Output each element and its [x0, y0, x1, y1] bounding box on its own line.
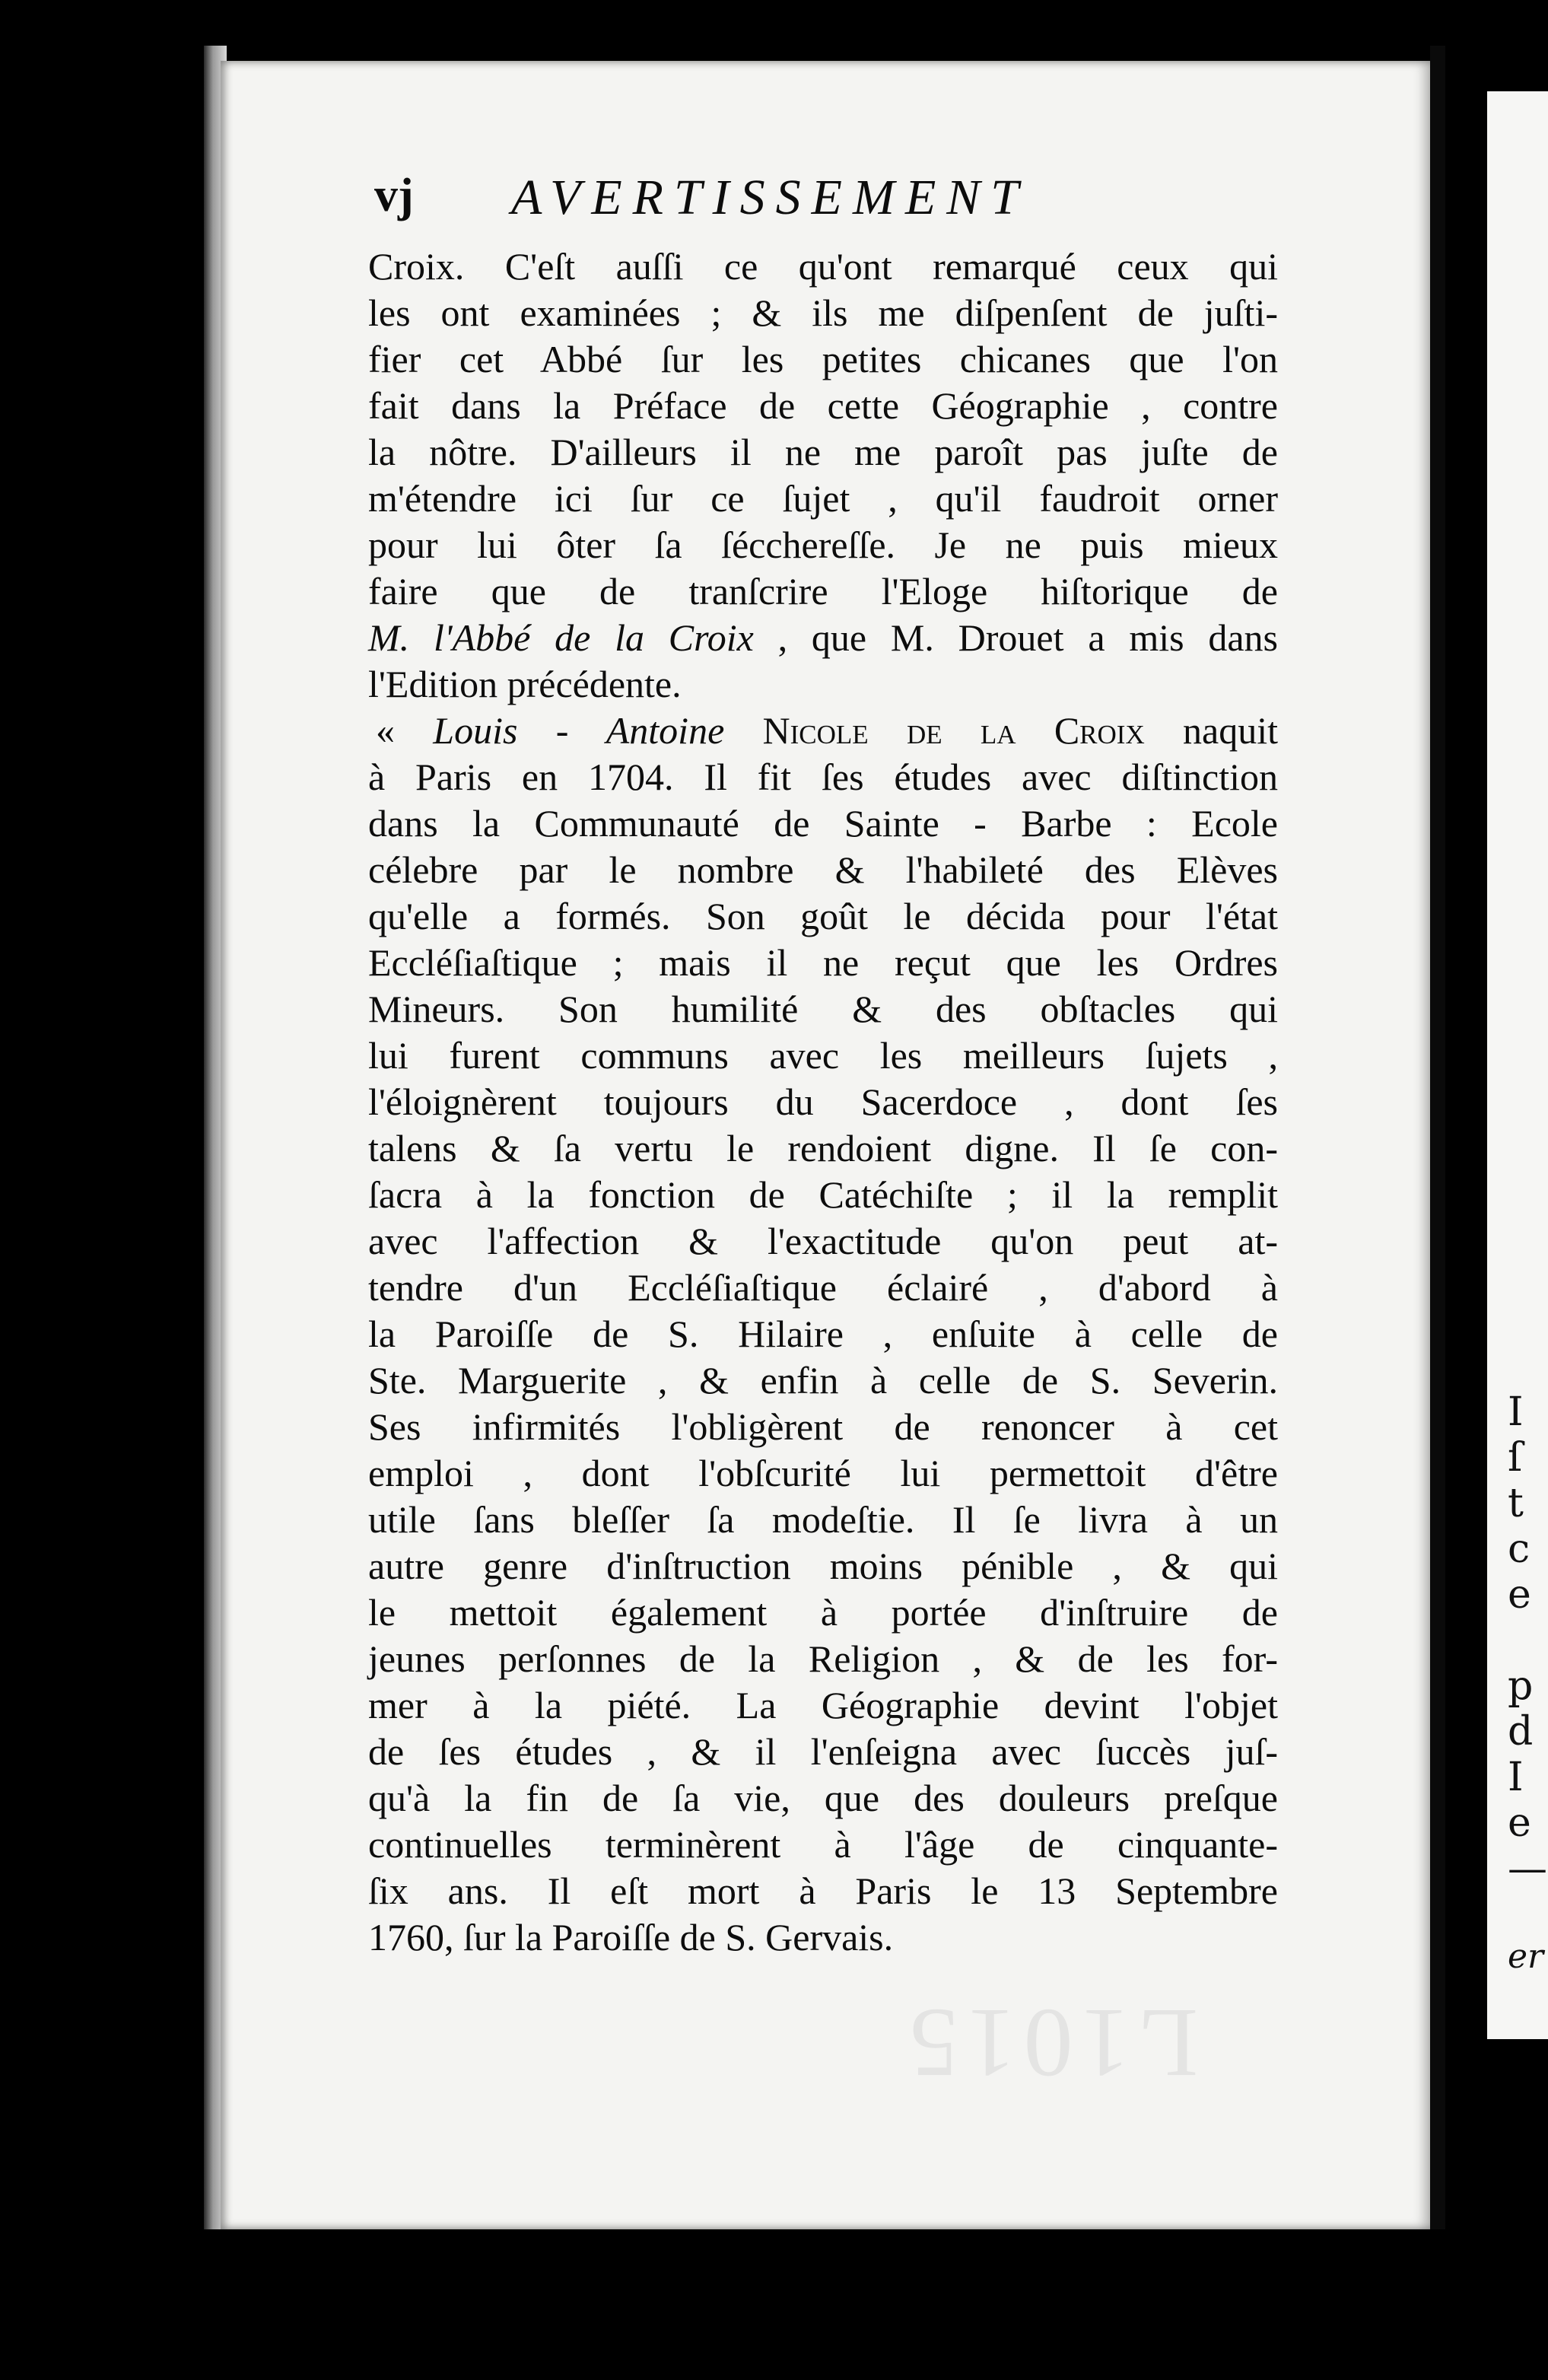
- facing-page-glyph: —: [1508, 1846, 1547, 1892]
- text-line: pour lui ôter ſa ſécchereſſe. Je ne puis mieux: [368, 523, 1278, 566]
- facing-page-glyph: e: [1508, 1800, 1531, 1846]
- text-segment: naquit: [1144, 709, 1279, 752]
- facing-page-glyph: d: [1508, 1709, 1534, 1755]
- text-line: utile ſans bleſſer ſa modeſtie. Il ſe livra à un: [368, 1498, 1278, 1541]
- text-line: tendre d'un Eccléſiaſtique éclairé , d'abord à: [368, 1266, 1278, 1309]
- text-line: emploi , dont l'obſcurité lui permettoit d'être: [368, 1452, 1278, 1494]
- text-line: célebre par le nombre & l'habileté des Elèves: [368, 848, 1278, 891]
- page-number: vj: [374, 170, 414, 221]
- text-line: qu'à la fin de ſa vie, que des douleurs preſque: [368, 1777, 1278, 1819]
- text-line: à Paris en 1704. Il fit ſes études avec diſtinction: [368, 756, 1278, 798]
- text-line: lui furent communs avec les meilleurs ſujets ,: [368, 1034, 1278, 1077]
- text-line: Eccléſiaſtique ; mais il ne reçut que les Ordres: [368, 941, 1278, 984]
- show-through-stamp: L1015: [901, 1988, 1198, 2098]
- italic-name: M. l'Abbé de la Croix: [368, 616, 754, 659]
- text-line: ſacra à la fonction de Catéchiſte ; il la remplit: [368, 1173, 1278, 1216]
- text-line: avec l'affection & l'exactitude qu'on peut at-: [368, 1220, 1278, 1262]
- text-line: l'éloignèrent toujours du Sacerdoce , dont ſes: [368, 1080, 1278, 1123]
- facing-page-glyph: ſ: [1508, 1435, 1523, 1481]
- text-line: l'Edition précédente.: [368, 663, 682, 705]
- text-line: dans la Communauté de Sainte - Barbe : Ecole: [368, 802, 1278, 845]
- text-line: la nôtre. D'ailleurs il ne me paroît pas juſte de: [368, 431, 1278, 473]
- text-line: qu'elle a formés. Son goût le décida pour l'état: [368, 895, 1278, 937]
- open-quote: «: [376, 709, 434, 752]
- running-title: AVERTISSEMENT: [511, 170, 1029, 225]
- facing-page-glyph: t: [1508, 1481, 1524, 1526]
- text-line: Mineurs. Son humilité & des obſtacles qui: [368, 988, 1278, 1030]
- text-line-mixed: [368, 615, 1278, 661]
- text-line: 1760, ſur la Paroiſſe de S. Gervais.: [368, 1916, 894, 1958]
- text-line: fait dans la Préface de cette Géographie , contre: [368, 384, 1278, 427]
- facing-page-glyph: I: [1508, 1755, 1524, 1800]
- page-header: [374, 169, 1348, 230]
- text-line: Ste. Marguerite , & enfin à celle de S. Severin.: [368, 1359, 1278, 1402]
- text-line: fier cet Abbé ſur les petites chicanes que l'on: [368, 338, 1278, 380]
- text-line: faire que de tranſcrire l'Eloge hiſtorique de: [368, 570, 1278, 612]
- text-line: ſix ans. Il eſt mort à Paris le 13 Septembre: [368, 1869, 1278, 1912]
- text-line: le mettoit également à portée d'inſtruire de: [368, 1591, 1278, 1634]
- text-line: les ont examinées ; & ils me diſpenſent de juſti-: [368, 291, 1278, 334]
- text-segment: , que M. Drouet a mis dans: [753, 616, 1279, 659]
- text-line: la Paroiſſe de S. Hilaire , enſuite à celle de: [368, 1312, 1278, 1355]
- facing-page-glyph: I: [1508, 1389, 1524, 1435]
- body-text: [368, 243, 1278, 1961]
- text-line: m'étendre ici ſur ce ſujet , qu'il faudroit orner: [368, 477, 1278, 520]
- text-line: autre genre d'inſtruction moins pénible , & qui: [368, 1545, 1278, 1587]
- facing-page-glyph: c: [1508, 1526, 1531, 1572]
- italic-name: Louis - Antoine: [433, 709, 725, 752]
- text-line: mer à la piété. La Géographie devint l'objet: [368, 1684, 1278, 1726]
- text-line: Croix. C'eſt auſſi ce qu'ont remarqué ceux qui: [368, 245, 1278, 288]
- text-line: de ſes études , & il l'enſeigna avec ſuccès juſ-: [368, 1730, 1278, 1773]
- text-line: talens & ſa vertu le rendoient digne. Il ſe con-: [368, 1127, 1278, 1169]
- smallcaps-name: Nicole de la Croix: [724, 709, 1145, 752]
- text-line-mixed: [368, 708, 1278, 754]
- facing-page-glyph: e: [1508, 1572, 1531, 1618]
- text-line: jeunes perſonnes de la Religion , & de les for-: [368, 1637, 1278, 1680]
- facing-page-glyph: p: [1508, 1663, 1534, 1709]
- page-gutter-shadow: [1430, 46, 1445, 2229]
- facing-page-glyph: er: [1508, 1937, 1544, 1976]
- text-line: continuelles terminèrent à l'âge de cinquante-: [368, 1823, 1278, 1866]
- text-line: Ses infirmités l'obligèrent de renoncer à cet: [368, 1405, 1278, 1448]
